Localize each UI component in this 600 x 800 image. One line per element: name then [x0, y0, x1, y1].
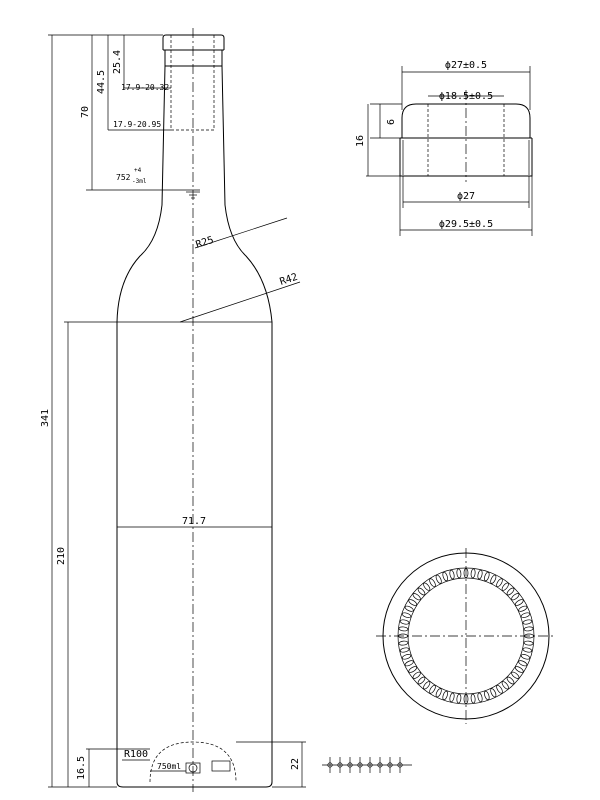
knurl-bead: [521, 653, 531, 660]
knurl-bead: [524, 626, 533, 631]
knurl-bead: [524, 641, 533, 646]
dim-fill-height: 70: [80, 105, 91, 119]
knurl-bead: [435, 688, 443, 698]
knurl-bead: [404, 605, 414, 613]
knurl-bead: [511, 671, 521, 680]
dim-base-height: 16.5: [76, 755, 87, 781]
knurl-bead: [402, 612, 412, 619]
knurl-bead: [422, 681, 431, 691]
knurl-bead: [449, 570, 455, 580]
dim-bore-lower: 17.9-20.95: [113, 120, 162, 129]
knurl-bead: [523, 647, 533, 653]
knurl-bead: [442, 572, 449, 582]
dim-lip-height: 6: [386, 118, 397, 126]
knurl-bead: [435, 574, 443, 584]
knurl-bead: [400, 619, 410, 625]
knurl-bead: [506, 587, 515, 596]
knurl-bead: [456, 569, 461, 578]
knurl-profile: [322, 757, 412, 773]
knurl-bead: [471, 569, 476, 578]
fill-level-mark: [86, 190, 200, 198]
base-knurl-view: [376, 548, 556, 724]
knurl-bead: [490, 688, 498, 698]
dim-punt-radius: R100: [124, 749, 149, 760]
knurl-bead: [483, 691, 490, 701]
dim-outer-diameter: ϕ29.5±0.5: [438, 219, 494, 230]
knurl-bead: [477, 570, 483, 580]
knurl-bead: [471, 694, 476, 703]
dim-punt-depth: 22: [290, 757, 301, 771]
dim-finish-height: 16: [355, 134, 366, 148]
knurl-bead: [456, 694, 461, 703]
dim-nominal-volume: 750ml: [157, 762, 182, 771]
knurl-bead: [422, 582, 431, 592]
dim-shoulder-radius: R25: [194, 234, 216, 251]
dim-finish-depth: 25.4: [112, 49, 123, 75]
knurl-bead: [399, 641, 408, 646]
knurl-bead: [408, 598, 418, 606]
knurl-bead: [412, 671, 422, 680]
dim-neck-diameter: ϕ27: [456, 191, 476, 202]
knurl-bead: [518, 605, 528, 613]
knurl-bead: [501, 681, 510, 691]
dim-bore-diameter: ϕ18.5±0.5: [438, 91, 494, 102]
knurl-bead: [408, 665, 418, 673]
dim-fill-tol-minus: -3ml: [132, 178, 147, 185]
knurl-bead: [417, 587, 426, 596]
knurl-bead: [400, 647, 410, 653]
dimension-lines: [48, 35, 306, 787]
knurl-bead: [428, 684, 436, 694]
dimension-texts: [40, 50, 301, 780]
dim-bore-upper: 17.9-20.32: [121, 83, 170, 92]
knurl-bead: [449, 693, 455, 703]
bottle-lip: [163, 35, 224, 50]
bottle-outline: [117, 28, 272, 792]
bottle-right-profile: [222, 66, 272, 782]
knurl-bead: [402, 653, 412, 660]
dim-body-height: 210: [56, 546, 67, 566]
dim-fill-volume: 752: [116, 173, 131, 182]
bottle-bore: [171, 35, 214, 130]
knurl-bead: [404, 660, 414, 668]
knurl-bead: [483, 572, 490, 582]
knurl-bead: [495, 684, 503, 694]
dim-overall-height: 341: [40, 408, 51, 428]
knurl-bead: [417, 676, 426, 685]
dim-top-diameter: ϕ27±0.5: [444, 60, 488, 71]
knurl-bead: [490, 574, 498, 584]
knurl-bead: [477, 693, 483, 703]
knurl-bead: [511, 592, 521, 601]
knurl-bead: [523, 619, 533, 625]
knurl-bead: [521, 612, 531, 619]
dim-neck-depth: 44.5: [96, 69, 107, 95]
dim-body-diameter: 71.7: [181, 516, 207, 527]
knurl-bead: [442, 691, 449, 701]
bottle-base: [117, 782, 272, 787]
finish-detail-view: [355, 60, 532, 236]
dim-fill-tol-plus: +4: [134, 167, 142, 174]
knurl-bead: [495, 578, 503, 588]
knurl-bead: [518, 660, 528, 668]
knurl-bead: [399, 626, 408, 631]
knurl-bead: [412, 592, 422, 601]
knurl-bead: [506, 676, 515, 685]
dim-body-radius: R42: [278, 271, 300, 288]
knurl-bead: [514, 598, 524, 606]
knurl-bead: [428, 578, 436, 588]
knurl-bead: [501, 582, 510, 592]
knurl-bead: [514, 665, 524, 673]
